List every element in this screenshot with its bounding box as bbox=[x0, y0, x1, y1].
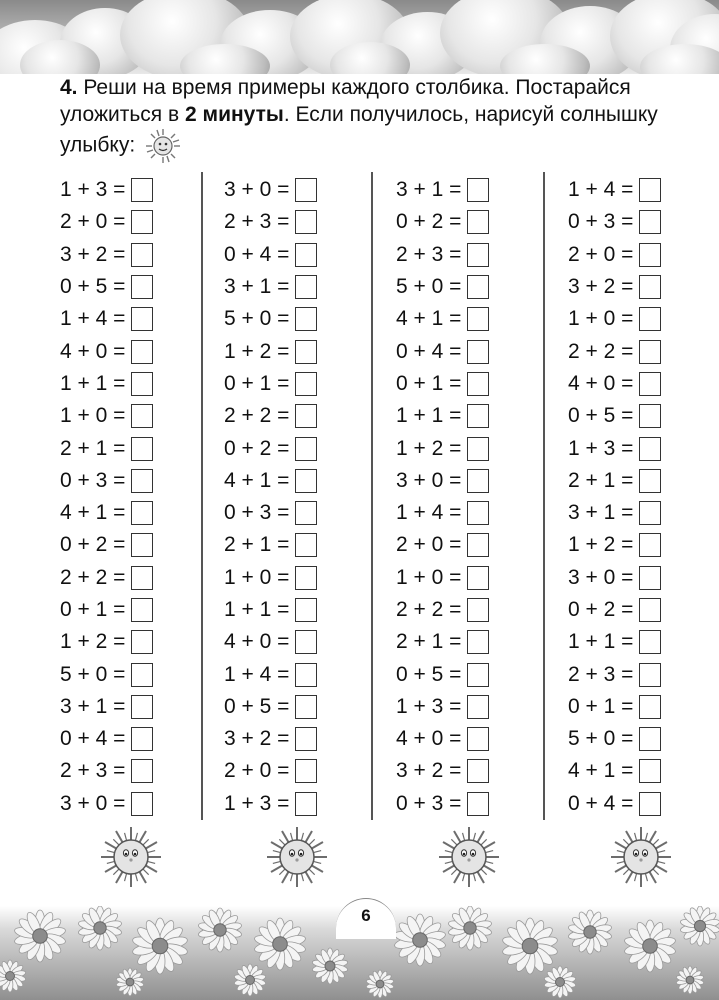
answer-box[interactable] bbox=[639, 404, 661, 428]
answer-box[interactable] bbox=[295, 598, 317, 622]
problem-row bbox=[396, 239, 536, 271]
answer-box[interactable] bbox=[295, 178, 317, 202]
problem-expression: 2 + 0 = bbox=[224, 759, 290, 783]
problem-expression: 3 + 1 = bbox=[396, 178, 462, 202]
problem-expression: 2 + 3 = bbox=[224, 210, 290, 234]
answer-box[interactable] bbox=[639, 275, 661, 299]
answer-box[interactable] bbox=[639, 695, 661, 719]
answer-box[interactable] bbox=[467, 695, 489, 719]
problem-row bbox=[224, 755, 364, 787]
problem-expression: 2 + 0 = bbox=[60, 210, 126, 234]
problem-expression: 2 + 0 = bbox=[396, 533, 462, 557]
problem-row bbox=[224, 239, 364, 271]
flower-icon bbox=[0, 958, 28, 994]
problem-expression: 3 + 2 = bbox=[224, 727, 290, 751]
answer-box[interactable] bbox=[467, 210, 489, 234]
column-divider bbox=[371, 172, 373, 820]
problem-expression: 4 + 0 = bbox=[568, 371, 634, 395]
answer-box[interactable] bbox=[131, 243, 153, 267]
problem-row bbox=[60, 594, 200, 626]
answer-box[interactable] bbox=[131, 178, 153, 202]
problem-expression: 1 + 2 = bbox=[224, 339, 290, 363]
problem-expression: 2 + 2 = bbox=[396, 598, 462, 621]
problem-expression: 3 + 2 = bbox=[568, 275, 634, 299]
problem-column-1 bbox=[60, 174, 200, 820]
answer-box[interactable] bbox=[131, 792, 153, 816]
answer-box[interactable] bbox=[467, 663, 489, 687]
problem-expression: 0 + 4 = bbox=[568, 791, 634, 815]
problem-row bbox=[396, 755, 536, 787]
problem-row bbox=[396, 368, 536, 400]
problem-expression: 5 + 0 = bbox=[568, 727, 634, 751]
answer-box[interactable] bbox=[295, 566, 317, 590]
problem-expression: 1 + 3 = bbox=[60, 178, 126, 202]
problem-row bbox=[60, 432, 200, 464]
answer-box[interactable] bbox=[639, 178, 661, 202]
problem-row bbox=[60, 529, 200, 561]
answer-box[interactable] bbox=[639, 566, 661, 590]
answer-box[interactable] bbox=[131, 501, 153, 525]
problem-row bbox=[60, 626, 200, 658]
answer-box[interactable] bbox=[639, 372, 661, 396]
flower-icon bbox=[446, 906, 494, 952]
problem-expression: 3 + 0 = bbox=[60, 791, 126, 815]
problem-row bbox=[568, 788, 708, 820]
problem-row bbox=[60, 206, 200, 238]
flower-icon bbox=[12, 908, 68, 964]
problem-expression: 0 + 5 = bbox=[396, 662, 462, 686]
problem-row bbox=[224, 594, 364, 626]
problem-expression: 1 + 3 = bbox=[224, 791, 290, 815]
task-time-limit: 2 минуты bbox=[185, 103, 284, 126]
problem-expression: 4 + 1 = bbox=[224, 468, 290, 492]
answer-box[interactable] bbox=[295, 533, 317, 557]
problem-expression: 1 + 2 = bbox=[60, 630, 126, 654]
problem-expression: 1 + 4 = bbox=[224, 662, 290, 686]
problem-row bbox=[224, 303, 364, 335]
problem-expression: 0 + 5 = bbox=[60, 275, 126, 299]
problem-row bbox=[396, 271, 536, 303]
flower-icon bbox=[114, 966, 146, 998]
problem-row bbox=[396, 174, 536, 206]
answer-box[interactable] bbox=[295, 275, 317, 299]
answer-box[interactable] bbox=[295, 469, 317, 493]
answer-box[interactable] bbox=[295, 210, 317, 234]
problem-row bbox=[224, 626, 364, 658]
answer-box[interactable] bbox=[467, 598, 489, 622]
problem-row bbox=[568, 465, 708, 497]
sun-icon[interactable] bbox=[438, 826, 500, 888]
sun-icon bbox=[141, 128, 189, 164]
problem-expression: 2 + 3 = bbox=[396, 242, 462, 266]
problem-expression: 2 + 0 = bbox=[568, 242, 634, 266]
problem-expression: 2 + 2 = bbox=[224, 404, 290, 428]
problem-expression: 0 + 2 = bbox=[60, 533, 126, 557]
flower-icon bbox=[542, 964, 578, 1000]
answer-box[interactable] bbox=[467, 275, 489, 299]
problem-row bbox=[396, 497, 536, 529]
problem-expression: 0 + 5 = bbox=[224, 694, 290, 718]
problem-row bbox=[568, 723, 708, 755]
problem-expression: 1 + 1 = bbox=[224, 598, 290, 621]
problem-expression: 1 + 4 = bbox=[396, 501, 462, 525]
problem-row bbox=[60, 691, 200, 723]
task-instruction bbox=[60, 74, 680, 164]
problem-row bbox=[396, 303, 536, 335]
problem-row bbox=[568, 529, 708, 561]
flower-icon bbox=[76, 906, 124, 952]
answer-box[interactable] bbox=[131, 210, 153, 234]
problem-row bbox=[60, 303, 200, 335]
problem-expression: 1 + 4 = bbox=[60, 307, 126, 331]
problem-row bbox=[568, 368, 708, 400]
problem-expression: 0 + 2 = bbox=[568, 598, 634, 621]
answer-box[interactable] bbox=[131, 727, 153, 751]
problem-expression: 0 + 2 = bbox=[396, 210, 462, 234]
problem-expression: 5 + 0 = bbox=[396, 275, 462, 299]
problem-row bbox=[396, 335, 536, 367]
answer-box[interactable] bbox=[295, 792, 317, 816]
problem-expression: 2 + 3 = bbox=[60, 759, 126, 783]
problem-row bbox=[224, 529, 364, 561]
problem-expression: 0 + 1 = bbox=[224, 371, 290, 395]
problem-expression: 4 + 1 = bbox=[568, 759, 634, 783]
task-number: 4. bbox=[60, 76, 78, 99]
problem-row bbox=[568, 206, 708, 238]
problem-expression: 4 + 0 = bbox=[60, 339, 126, 363]
problem-row bbox=[396, 723, 536, 755]
problem-row bbox=[60, 174, 200, 206]
problem-expression: 1 + 2 = bbox=[568, 533, 634, 557]
sun-icon[interactable] bbox=[100, 826, 162, 888]
problem-expression: 4 + 0 = bbox=[224, 630, 290, 654]
problem-row bbox=[568, 626, 708, 658]
flower-icon bbox=[566, 908, 614, 956]
answer-box[interactable] bbox=[131, 759, 153, 783]
problem-row bbox=[396, 465, 536, 497]
answer-box[interactable] bbox=[131, 695, 153, 719]
problem-expression: 0 + 3 = bbox=[60, 468, 126, 492]
answer-box[interactable] bbox=[467, 759, 489, 783]
problem-expression: 0 + 2 = bbox=[224, 436, 290, 460]
problem-row bbox=[568, 335, 708, 367]
answer-box[interactable] bbox=[467, 404, 489, 428]
answer-box[interactable] bbox=[467, 372, 489, 396]
answer-box[interactable] bbox=[295, 663, 317, 687]
answer-box[interactable] bbox=[467, 178, 489, 202]
problem-expression: 1 + 3 = bbox=[396, 694, 462, 718]
problem-expression: 1 + 0 = bbox=[60, 404, 126, 428]
problem-row bbox=[396, 594, 536, 626]
problem-expression: 0 + 3 = bbox=[568, 210, 634, 234]
answer-box[interactable] bbox=[639, 340, 661, 364]
answer-box[interactable] bbox=[639, 501, 661, 525]
task-text-part2: . Если получилось, нарисуй солнышку улыбку: bbox=[60, 103, 658, 157]
problem-expression: 2 + 3 = bbox=[568, 662, 634, 686]
answer-box[interactable] bbox=[639, 663, 661, 687]
answer-box[interactable] bbox=[131, 598, 153, 622]
flower-icon bbox=[310, 946, 350, 986]
problem-expression: 3 + 2 = bbox=[396, 759, 462, 783]
problem-expression: 2 + 2 = bbox=[60, 565, 126, 589]
problem-expression: 0 + 5 = bbox=[568, 404, 634, 428]
problem-row bbox=[224, 691, 364, 723]
problem-expression: 4 + 0 = bbox=[396, 727, 462, 751]
sun-icon[interactable] bbox=[610, 826, 672, 888]
problem-expression: 0 + 3 = bbox=[396, 791, 462, 815]
problem-row bbox=[396, 691, 536, 723]
problem-expression: 4 + 1 = bbox=[396, 307, 462, 331]
problem-column-4 bbox=[568, 174, 708, 820]
answer-box[interactable] bbox=[639, 759, 661, 783]
problem-row bbox=[60, 271, 200, 303]
problem-row bbox=[568, 562, 708, 594]
answer-box[interactable] bbox=[295, 404, 317, 428]
answer-box[interactable] bbox=[131, 469, 153, 493]
answer-box[interactable] bbox=[131, 663, 153, 687]
problem-expression: 1 + 4 = bbox=[568, 178, 634, 202]
problem-row bbox=[224, 368, 364, 400]
answer-box[interactable] bbox=[467, 307, 489, 331]
answer-box[interactable] bbox=[295, 501, 317, 525]
problem-expression: 2 + 2 = bbox=[568, 339, 634, 363]
answer-box[interactable] bbox=[639, 533, 661, 557]
answer-box[interactable] bbox=[131, 404, 153, 428]
answer-box[interactable] bbox=[639, 598, 661, 622]
answer-box[interactable] bbox=[131, 566, 153, 590]
answer-box[interactable] bbox=[295, 307, 317, 331]
problem-expression: 1 + 0 = bbox=[224, 565, 290, 589]
problem-row bbox=[568, 432, 708, 464]
answer-box[interactable] bbox=[295, 243, 317, 267]
problem-row bbox=[224, 335, 364, 367]
problem-row bbox=[60, 465, 200, 497]
problem-row bbox=[224, 400, 364, 432]
problem-row bbox=[568, 271, 708, 303]
answer-box[interactable] bbox=[639, 437, 661, 461]
page-number: 6 bbox=[336, 898, 396, 939]
answer-box[interactable] bbox=[295, 695, 317, 719]
flower-icon bbox=[232, 962, 268, 998]
answer-box[interactable] bbox=[639, 630, 661, 654]
task-text-part1: Реши на время примеры каждого столбика. Постарайся уложиться в bbox=[60, 76, 631, 126]
flower-icon bbox=[196, 906, 244, 954]
problem-row bbox=[396, 626, 536, 658]
problem-row bbox=[568, 303, 708, 335]
problem-row bbox=[568, 594, 708, 626]
problem-row bbox=[396, 562, 536, 594]
problem-row bbox=[60, 368, 200, 400]
answer-box[interactable] bbox=[131, 533, 153, 557]
column-divider bbox=[201, 172, 203, 820]
problem-row bbox=[568, 174, 708, 206]
problem-expression: 0 + 1 = bbox=[396, 371, 462, 395]
problem-row bbox=[60, 400, 200, 432]
answer-box[interactable] bbox=[467, 566, 489, 590]
problem-row bbox=[568, 755, 708, 787]
problem-row bbox=[396, 788, 536, 820]
problem-row bbox=[396, 206, 536, 238]
answer-box[interactable] bbox=[131, 275, 153, 299]
answer-box[interactable] bbox=[467, 501, 489, 525]
problem-row bbox=[60, 239, 200, 271]
answer-box[interactable] bbox=[639, 210, 661, 234]
problem-expression: 1 + 3 = bbox=[568, 436, 634, 460]
answer-box[interactable] bbox=[639, 243, 661, 267]
problem-expression: 2 + 1 = bbox=[568, 468, 634, 492]
problem-row bbox=[224, 174, 364, 206]
problem-expression: 0 + 4 = bbox=[60, 727, 126, 751]
problem-expression: 1 + 2 = bbox=[396, 436, 462, 460]
problem-row bbox=[60, 788, 200, 820]
problem-expression: 2 + 1 = bbox=[396, 630, 462, 654]
problem-row bbox=[224, 723, 364, 755]
problem-expression: 1 + 1 = bbox=[568, 630, 634, 654]
answer-box[interactable] bbox=[467, 727, 489, 751]
problem-expression: 5 + 0 = bbox=[224, 307, 290, 331]
problem-row bbox=[60, 335, 200, 367]
answer-box[interactable] bbox=[295, 437, 317, 461]
problem-row bbox=[60, 658, 200, 690]
problem-row bbox=[224, 206, 364, 238]
flower-icon bbox=[392, 912, 448, 968]
answer-box[interactable] bbox=[639, 469, 661, 493]
answer-box[interactable] bbox=[467, 340, 489, 364]
answer-box[interactable] bbox=[131, 630, 153, 654]
problem-expression: 0 + 4 = bbox=[396, 339, 462, 363]
problem-expression: 1 + 0 = bbox=[568, 307, 634, 331]
problem-expression: 2 + 1 = bbox=[224, 533, 290, 557]
top-cloud-banner bbox=[0, 0, 719, 74]
problem-column-3 bbox=[396, 174, 536, 820]
problem-row bbox=[396, 529, 536, 561]
answer-box[interactable] bbox=[639, 727, 661, 751]
problem-expression: 3 + 1 = bbox=[568, 501, 634, 525]
problem-row bbox=[60, 755, 200, 787]
problem-expression: 3 + 2 = bbox=[60, 242, 126, 266]
problem-expression: 0 + 1 = bbox=[60, 598, 126, 621]
answer-box[interactable] bbox=[467, 630, 489, 654]
flower-icon bbox=[678, 906, 719, 948]
column-divider bbox=[543, 172, 545, 820]
answer-box[interactable] bbox=[131, 340, 153, 364]
problem-expression: 1 + 1 = bbox=[60, 371, 126, 395]
problem-row bbox=[568, 658, 708, 690]
answer-box[interactable] bbox=[467, 792, 489, 816]
problem-row bbox=[60, 562, 200, 594]
problem-expression: 4 + 1 = bbox=[60, 501, 126, 525]
answer-box[interactable] bbox=[467, 469, 489, 493]
answer-box[interactable] bbox=[131, 307, 153, 331]
answer-box[interactable] bbox=[467, 243, 489, 267]
problem-expression: 3 + 1 = bbox=[224, 275, 290, 299]
answer-box[interactable] bbox=[131, 437, 153, 461]
problem-row bbox=[224, 465, 364, 497]
problem-expression: 2 + 1 = bbox=[60, 436, 126, 460]
problem-row bbox=[224, 497, 364, 529]
problem-expression: 3 + 0 = bbox=[568, 565, 634, 589]
problem-row bbox=[396, 658, 536, 690]
answer-box[interactable] bbox=[295, 630, 317, 654]
answer-box[interactable] bbox=[295, 372, 317, 396]
problem-expression: 1 + 0 = bbox=[396, 565, 462, 589]
problem-row bbox=[224, 788, 364, 820]
problem-row bbox=[224, 658, 364, 690]
problem-row bbox=[568, 691, 708, 723]
problem-row bbox=[224, 432, 364, 464]
problem-row bbox=[224, 562, 364, 594]
answer-box[interactable] bbox=[467, 533, 489, 557]
answer-box[interactable] bbox=[295, 759, 317, 783]
answer-box[interactable] bbox=[295, 727, 317, 751]
answer-box[interactable] bbox=[639, 792, 661, 816]
problem-row bbox=[396, 432, 536, 464]
problem-expression: 0 + 4 = bbox=[224, 242, 290, 266]
sun-icon[interactable] bbox=[266, 826, 328, 888]
problem-expression: 0 + 1 = bbox=[568, 694, 634, 718]
problem-row bbox=[396, 400, 536, 432]
problem-expression: 3 + 1 = bbox=[60, 694, 126, 718]
problem-row bbox=[568, 239, 708, 271]
problem-column-2 bbox=[224, 174, 364, 820]
answer-box[interactable] bbox=[131, 372, 153, 396]
problem-row bbox=[568, 400, 708, 432]
problem-row bbox=[224, 271, 364, 303]
answer-box[interactable] bbox=[295, 340, 317, 364]
problem-expression: 5 + 0 = bbox=[60, 662, 126, 686]
problem-expression: 3 + 0 = bbox=[396, 468, 462, 492]
problem-row bbox=[60, 497, 200, 529]
problem-row bbox=[60, 723, 200, 755]
problem-expression: 0 + 3 = bbox=[224, 501, 290, 525]
problem-expression: 1 + 1 = bbox=[396, 404, 462, 428]
problem-expression: 3 + 0 = bbox=[224, 178, 290, 202]
answer-box[interactable] bbox=[467, 437, 489, 461]
flower-icon bbox=[622, 918, 678, 974]
problem-row bbox=[568, 497, 708, 529]
answer-box[interactable] bbox=[639, 307, 661, 331]
flower-icon bbox=[364, 968, 396, 1000]
flower-icon bbox=[674, 964, 706, 996]
